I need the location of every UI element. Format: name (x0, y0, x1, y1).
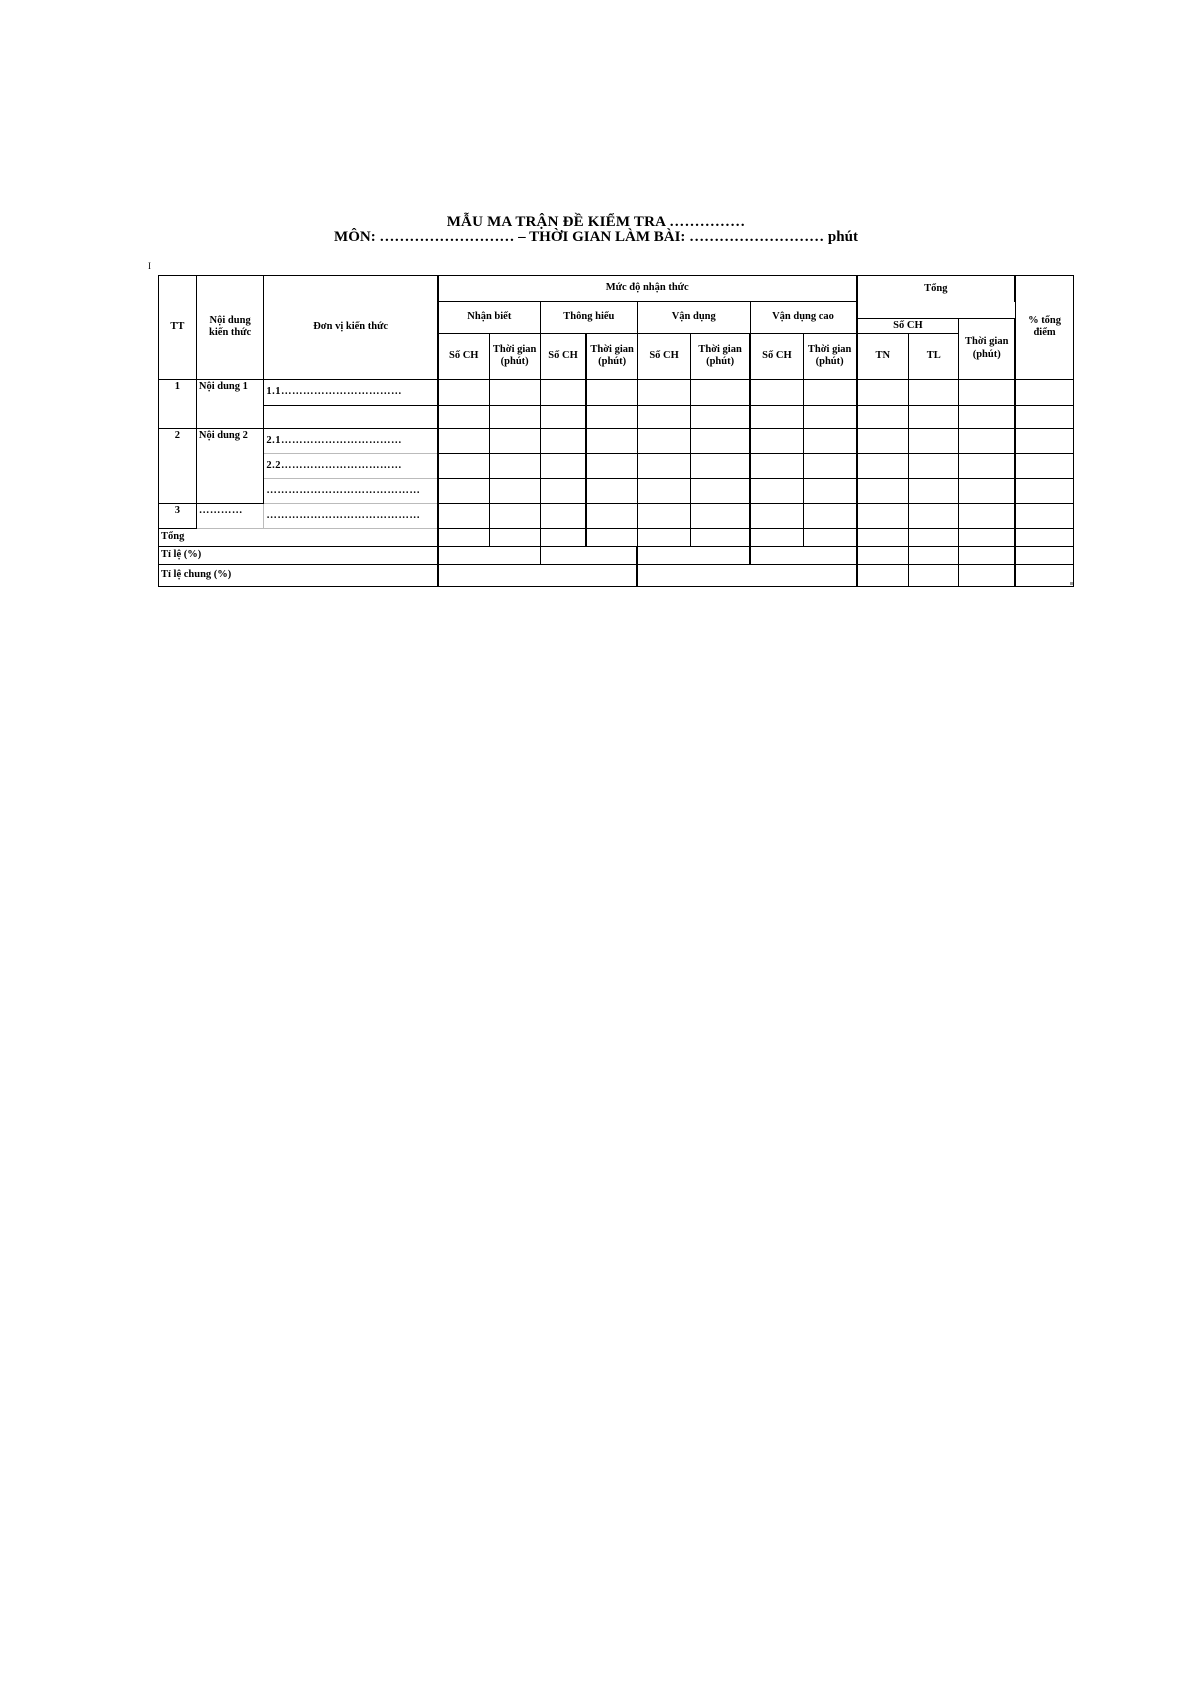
row-noi-dung: ………… (196, 503, 264, 528)
header-phan-tram: % tổng điểm (1015, 276, 1073, 380)
table-row (159, 405, 1074, 428)
footer-ti-le-chung-label: Tỉ lệ chung (%) (159, 564, 438, 586)
exam-matrix-table (158, 275, 1074, 587)
document-subtitle: MÔN: ……………………… – THỜI GIAN LÀM BÀI: ……………………… phút (334, 229, 858, 245)
footer-row-ti-le (159, 546, 1074, 564)
header-tt: TT (159, 276, 197, 380)
header-nhan-biet: Nhận biết (438, 302, 540, 334)
row-unit: 2.2…………………………… (264, 453, 438, 478)
side-mark: I (148, 261, 151, 271)
header-nb-so-ch: Số CH (438, 333, 489, 379)
header-vdc-thoi-gian: Thời gian (phút) (803, 333, 856, 379)
table-row (159, 478, 1074, 503)
header-vd-so-ch: Số CH (637, 333, 690, 379)
header-tn: TN (857, 333, 909, 379)
header-nb-thoi-gian: Thời gian (phút) (489, 333, 540, 379)
header-muc-do: Mức độ nhận thức (438, 276, 857, 302)
footer-tong-label: Tổng (159, 528, 438, 546)
header-vdc-so-ch: Số CH (750, 333, 803, 379)
row-tt: 1 (159, 379, 197, 428)
header-th-so-ch: Số CH (540, 333, 586, 379)
header-tong-thoi-gian: Thời gian (phút) (959, 318, 1015, 379)
footer-row-tong (159, 528, 1074, 546)
row-noi-dung: Nội dung 1 (196, 379, 264, 428)
header-thong-hieu: Thông hiểu (540, 302, 637, 334)
table-row (159, 379, 1074, 405)
table-row (159, 428, 1074, 453)
header-tong: Tổng (857, 276, 1016, 302)
row-unit: 2.1…………………………… (264, 428, 438, 453)
header-tong-spacer (857, 302, 1016, 319)
page-corner-mark (1070, 582, 1073, 585)
row-unit: 1.1…………………………… (264, 379, 438, 405)
table-row (159, 453, 1074, 478)
row-unit (264, 405, 438, 428)
header-van-dung-cao: Vận dụng cao (750, 302, 856, 334)
row-noi-dung: Nội dung 2 (196, 428, 264, 503)
row-tt: 2 (159, 428, 197, 503)
header-tl: TL (909, 333, 959, 379)
header-vd-thoi-gian: Thời gian (phút) (691, 333, 750, 379)
footer-row-ti-le-chung (159, 564, 1074, 586)
row-unit: …………………………………… (264, 478, 438, 503)
row-unit: …………………………………… (264, 503, 438, 528)
table-row (159, 503, 1074, 528)
header-noi-dung: Nội dung kiến thức (196, 276, 264, 380)
header-don-vi: Đơn vị kiến thức (264, 276, 438, 380)
document-title: MẪU MA TRẬN ĐỀ KIỂM TRA …………… (446, 214, 746, 230)
row-tt: 3 (159, 503, 197, 528)
header-van-dung: Vận dụng (637, 302, 750, 334)
footer-ti-le-label: Tỉ lệ (%) (159, 546, 438, 564)
header-so-ch-group: Số CH (857, 318, 959, 333)
header-th-thoi-gian: Thời gian (phút) (586, 333, 637, 379)
